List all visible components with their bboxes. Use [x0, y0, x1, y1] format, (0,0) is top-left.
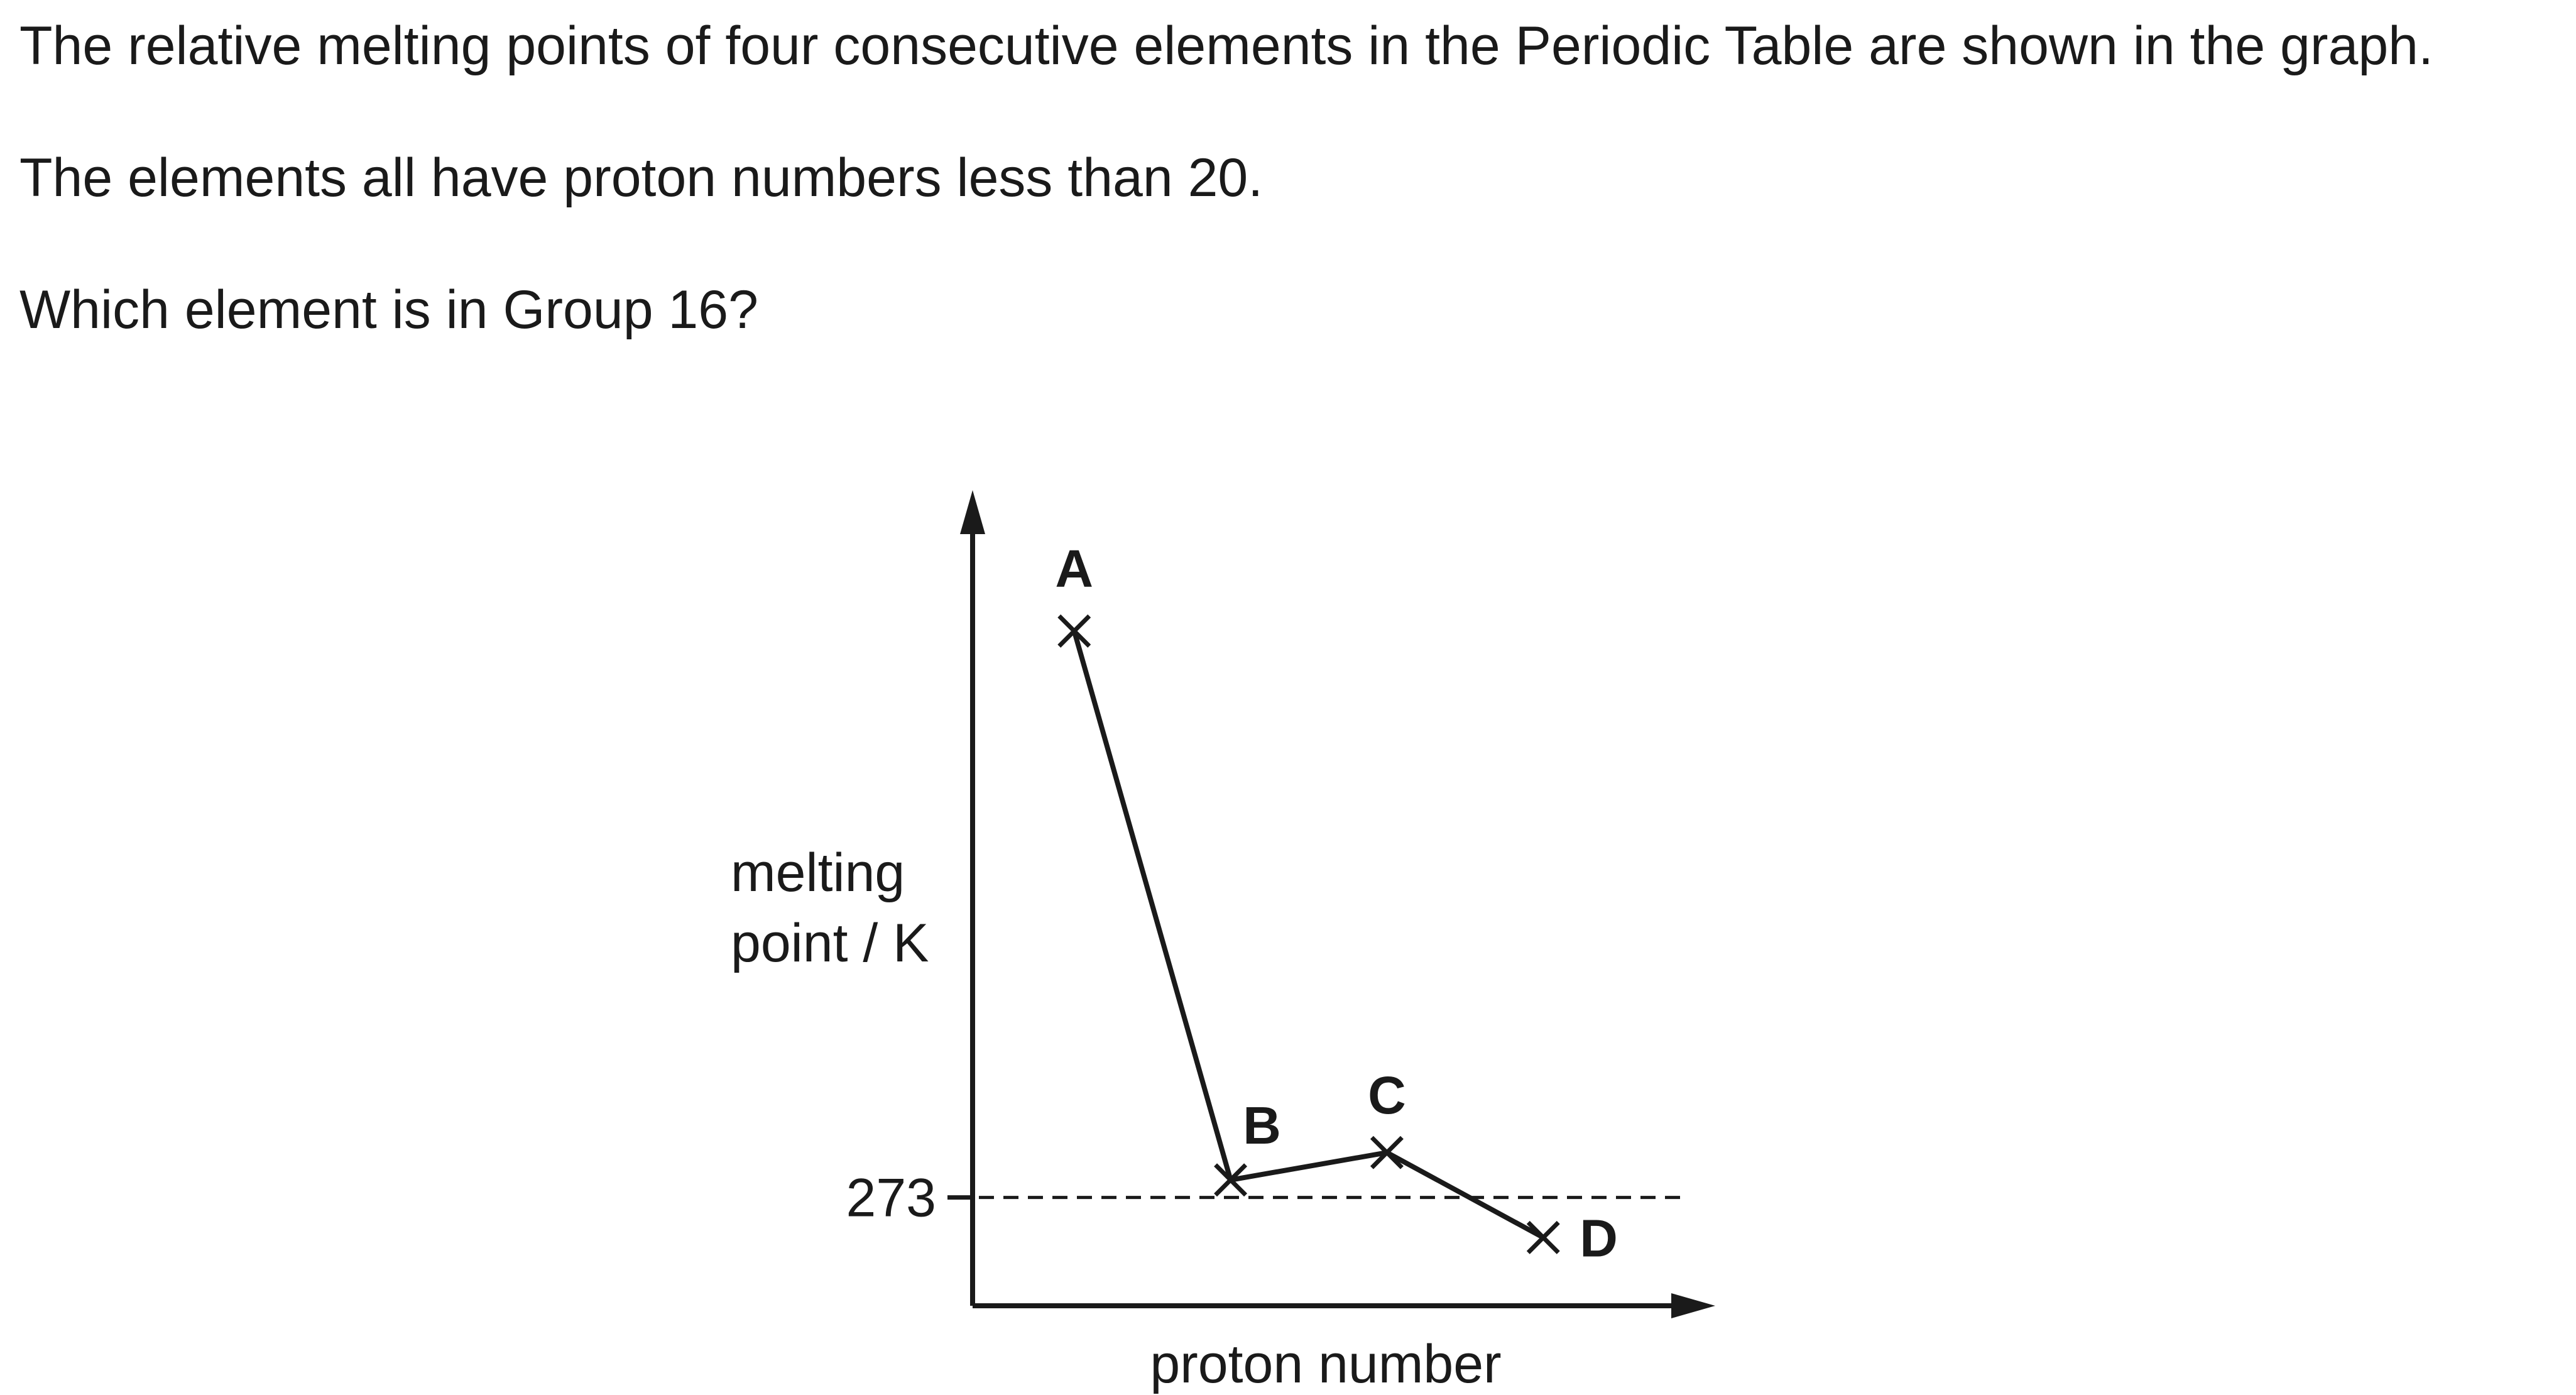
series-line: [1074, 631, 1544, 1237]
point-marker-d: [1528, 1222, 1558, 1252]
x-axis-label: proton number: [1150, 1334, 1502, 1394]
question-paragraph-1: The relative melting points of four consecutive elements in the Periodic Table are shown in the graph.: [19, 16, 2433, 76]
question-paragraph-2: The elements all have proton numbers less than 20.: [19, 148, 1263, 208]
y-axis-label-line-2: point / K: [731, 913, 929, 973]
point-label-a: A: [1055, 539, 1094, 599]
y-tick-label-273: 273: [846, 1168, 936, 1228]
point-label-b: B: [1243, 1095, 1281, 1155]
point-label-d: D: [1580, 1208, 1618, 1268]
question-paragraph-3: Which element is in Group 16?: [19, 280, 758, 340]
point-label-c: C: [1368, 1066, 1406, 1125]
x-axis-arrow: [1671, 1293, 1715, 1318]
y-axis-label-line-1: melting: [731, 843, 905, 903]
y-axis-arrow: [960, 490, 985, 534]
point-marker-a: [1059, 616, 1089, 646]
